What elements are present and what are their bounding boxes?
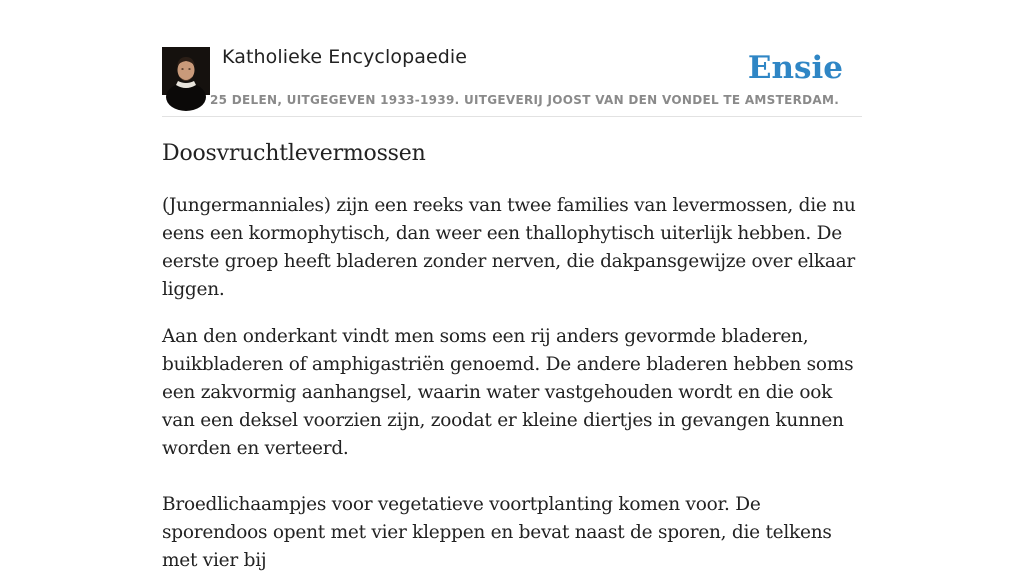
- brand-logo[interactable]: Ensie: [747, 50, 843, 86]
- article-paragraph: (Jungermanniales) zijn een reeks van twee families van levermossen, die nu eens een kormophytisch, dan weer een thallophytisch uiterlijk hebben. De eerste groep heeft bladeren zonder nerven, die dakpansgewijze over elkaar liggen.: [162, 195, 856, 300]
- source-header: [162, 46, 862, 117]
- article-title: Doosvruchtlevermossen: [162, 141, 426, 166]
- article-paragraph: Broedlichaampjes voor vegetatieve voortplanting komen voor. De sporendoos opent met vier kleppen en bevat naast de sporen, die telkens met vier bij: [162, 494, 832, 571]
- source-meta: 25 DELEN, UITGEGEVEN 1933-1939. UITGEVERIJ JOOST VAN DEN VONDEL TE AMSTERDAM.: [210, 93, 840, 107]
- article: [162, 138, 862, 575]
- article-paragraph: Aan den onderkant vindt men soms een rij anders gevormde bladeren, buikbladeren of amphigastriën genoemd. De andere bladeren hebben soms een zakvormig aanhangsel, waarin water vastgehouden wordt en die ook van een deksel voorzien zijn, zoodat er kleine diertjes in gevangen kunnen worden en verteerd.: [162, 326, 854, 459]
- author-portrait-icon[interactable]: [162, 47, 210, 95]
- source-title[interactable]: Katholieke Encyclopaedie: [222, 46, 468, 68]
